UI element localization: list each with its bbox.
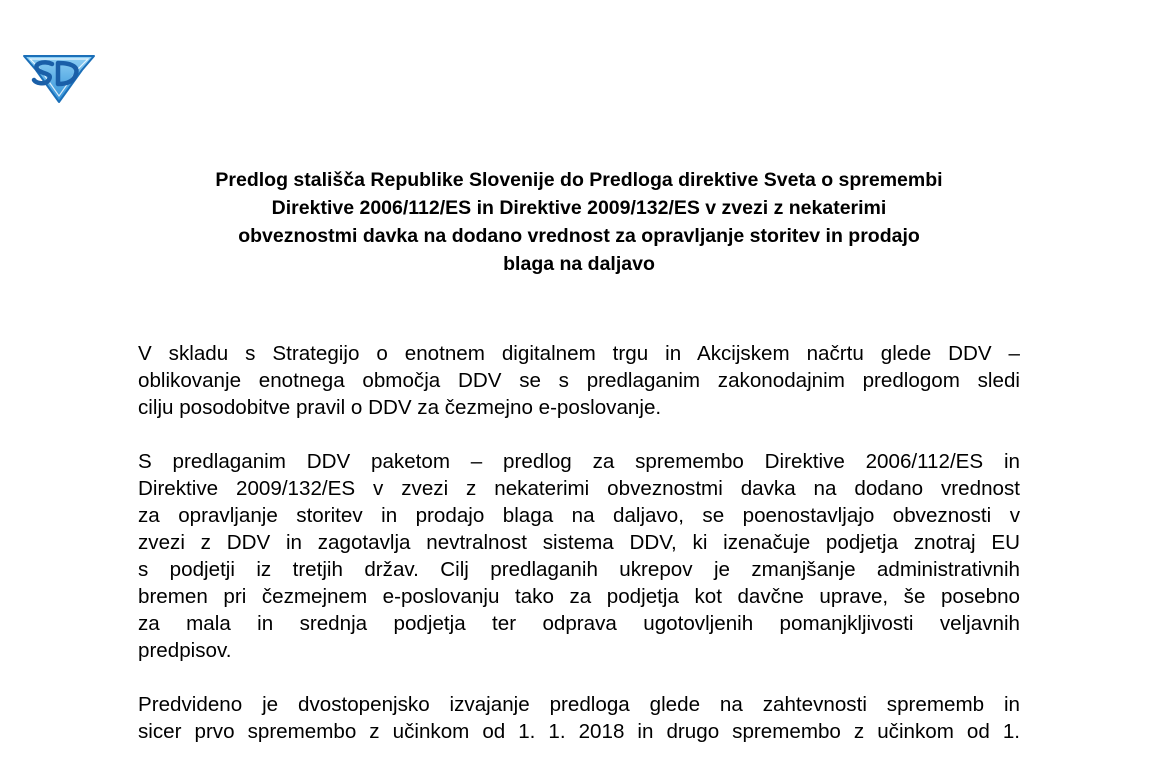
- title-line: obveznostmi davka na dodano vrednost za opravljanje storitev in prodajo: [238, 225, 920, 247]
- paragraph-line: sicer prvo spremembo z učinkom od 1. 1. 2018 in drugo spremembo z učinkom od 1.: [138, 720, 1020, 743]
- paragraph-line: cilju posodobitve pravil o DDV za čezmejno e-poslovanje.: [138, 396, 662, 419]
- paragraph-line: zvezi z DDV in zagotavlja nevtralnost sistema DDV, ki izenačuje podjetja znotraj EU: [138, 531, 1020, 554]
- paragraph-line: predpisov.: [138, 639, 232, 662]
- paragraph-line: S predlaganim DDV paketom – predlog za spremembo Direktive 2006/112/ES in: [138, 450, 1020, 473]
- paragraph-line: za opravljanje storitev in prodajo blaga na daljavo, se poenostavljajo obveznosti v: [138, 504, 1020, 527]
- paragraph-line: Direktive 2009/132/ES v zvezi z nekaterimi obveznostmi davka na dodano vrednost: [138, 477, 1020, 500]
- paragraph-line: za mala in srednja podjetja ter odprava ugotovljenih pomanjkljivosti veljavnih: [138, 612, 1020, 635]
- paragraph: [138, 448, 1020, 664]
- paragraph-line: bremen pri čezmejnem e-poslovanju tako za podjetja kot davčne uprave, še posebno: [138, 585, 1020, 608]
- document-body: [138, 340, 1020, 772]
- paragraph-line: Predvideno je dvostopenjsko izvajanje predloga glede na zahtevnosti sprememb in: [138, 693, 1020, 716]
- title-line: blaga na daljavo: [503, 253, 655, 275]
- document-title: [130, 166, 1028, 278]
- paragraph: [138, 340, 1020, 421]
- paragraph: [138, 691, 1020, 745]
- title-line: Predlog stališča Republike Slovenije do Predloga direktive Sveta o spremembi: [215, 169, 943, 191]
- paragraph-line: oblikovanje enotnega območja DDV se s predlaganim zakonodajnim predlogom sledi: [138, 369, 1020, 392]
- title-line: Direktive 2006/112/ES in Direktive 2009/132/ES v zvezi z nekaterimi: [271, 197, 887, 219]
- paragraph-line: V skladu s Strategijo o enotnem digitalnem trgu in Akcijskem načrtu glede DDV –: [138, 342, 1020, 365]
- paragraph-line: s podjetji iz tretjih držav. Cilj predlaganih ukrepov je zmanjšanje administrativnih: [138, 558, 1020, 581]
- sd-logo: [22, 50, 96, 104]
- sd-logo-icon: [22, 50, 96, 104]
